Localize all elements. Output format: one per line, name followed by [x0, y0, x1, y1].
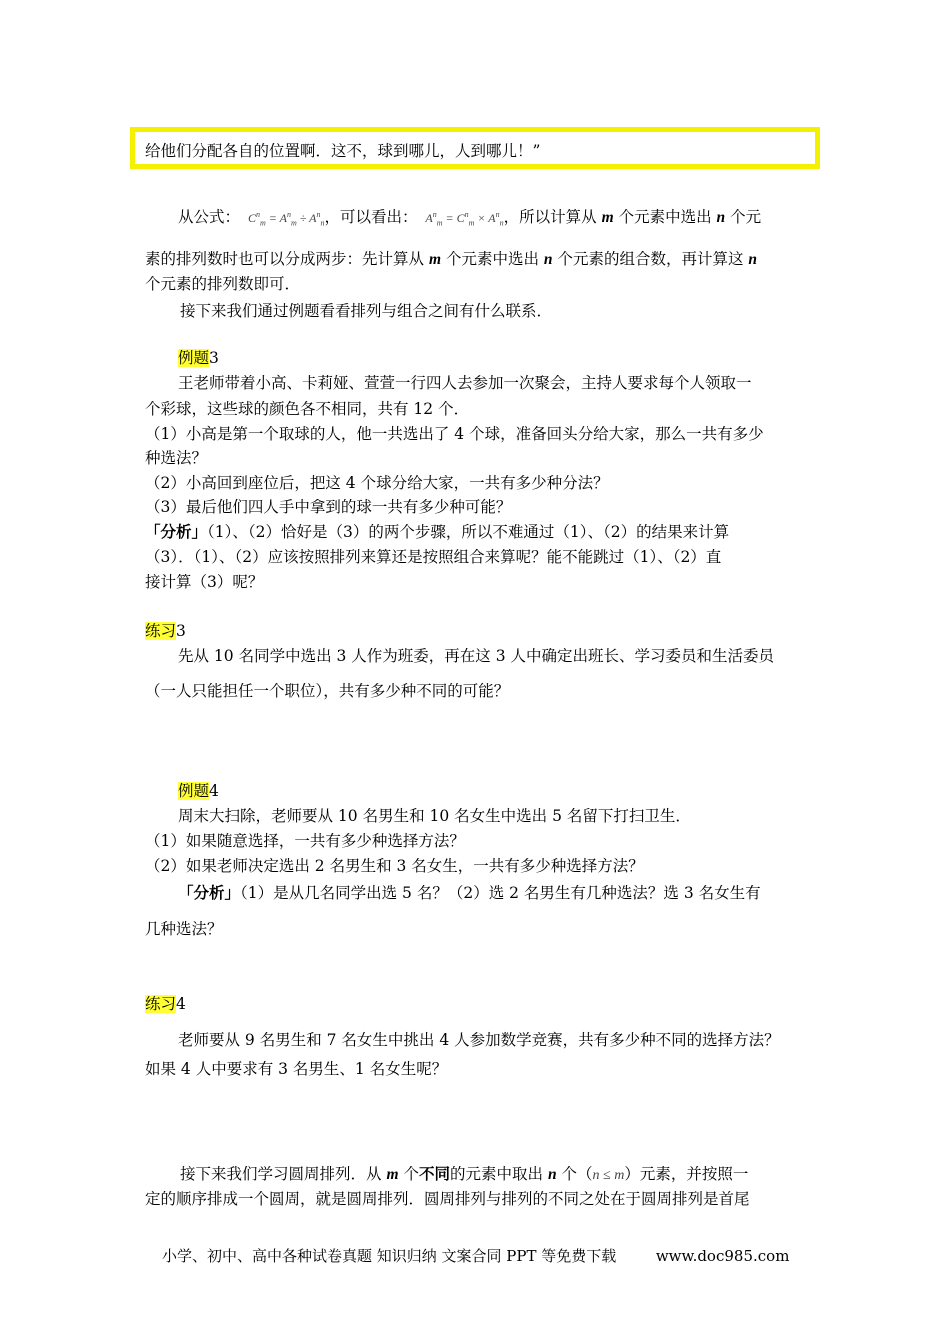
- analysis-label: 「分析」: [178, 883, 241, 902]
- formula-c-equals-a-div-a: $C^n_m = A^n_m \div A^n_n$: [244, 210, 325, 228]
- example4-line-1: 周末大扫除，老师要从 10 名男生和 10 名女生中选出 5 名留下打扫卫生．: [178, 807, 691, 825]
- practice4-line-2: 如果 4 人中要求有 3 名男生、1 名女生呢？: [145, 1060, 448, 1078]
- example3-line-1: 王老师带着小高、卡莉娅、萱萱一行四人去参加一次聚会，主持人要求每个人领取一: [178, 374, 752, 392]
- example4-line-2: （1）如果随意选择，一共有多少种选择方法？: [145, 832, 465, 850]
- emphasis-different: 不同: [418, 1164, 450, 1183]
- formula-line-1: 从公式： $C^n_m = A^n_m \div A^n_n$，可以看出： $A^n_m = C^n_m \times A^n_n$，所以计算从 m 个元素中选出 n 个元: [178, 208, 762, 228]
- formula-a-equals-c-times-a: $A^n_m = C^n_m \times A^n_n$: [422, 210, 504, 228]
- example-label: 例题: [178, 349, 210, 367]
- practice-label: 练习: [145, 995, 177, 1013]
- example-label: 例题: [178, 782, 210, 800]
- analysis-label: 「分析」: [145, 522, 208, 541]
- example4-line-3: （2）如果老师决定选出 2 名男生和 3 名女生，一共有多少种选择方法？: [145, 857, 644, 875]
- example3-analysis-3: 接计算（3）呢？: [145, 573, 264, 591]
- practice3-line-1: 先从 10 名同学中选出 3 人作为班委，再在这 3 人中确定出班长、学习委员和生活委员: [178, 647, 775, 665]
- example3-line-3: （1）小高是第一个取球的人，他一共选出了 4 个球，准备回头分给大家，那么一共有多少: [145, 425, 764, 443]
- condition-n-le-m: n ≤ m: [592, 1168, 625, 1183]
- practice3-line-2: （一人只能担任一个职位），共有多少种不同的可能？: [145, 682, 510, 700]
- circular-line-2: 定的顺序排成一个圆周，就是圆周排列．圆周排列与排列的不同之处在于圆周排列是首尾: [145, 1190, 750, 1208]
- intro-line: 接下来我们通过例题看看排列与组合之间有什么联系．: [180, 302, 553, 320]
- var-m: m: [601, 209, 614, 226]
- practice-label: 练习: [145, 622, 177, 640]
- footer: [162, 1245, 789, 1267]
- practice3-heading: 练习3: [145, 622, 186, 640]
- footer-text: 小学、初中、高中各种试卷真题 知识归纳 文案合同 PPT 等免费下载: [162, 1247, 617, 1265]
- example4-analysis-2: 几种选法？: [145, 920, 223, 938]
- example3-line-2: 个彩球，这些球的颜色各不相同，共有 12 个．: [145, 400, 470, 418]
- example4-heading: 例题4: [178, 782, 219, 800]
- footer-url[interactable]: www.doc985.com: [655, 1247, 790, 1265]
- example3-analysis-2: （3）．（1）、（2）应该按照排列来算还是按照组合来算呢？能不能跳过（1）、（2）直: [145, 548, 722, 566]
- formula-line-3: 个元素的排列数即可．: [145, 275, 301, 293]
- example3-heading: 例题3: [178, 349, 219, 367]
- var-n: n: [716, 209, 726, 226]
- formula-line-2: 素的排列数时也可以分成两步：先计算从 m 个元素中选出 n 个元素的组合数，再计算这 n: [145, 250, 758, 268]
- example3-line-4: 种选法？: [145, 449, 208, 467]
- practice4-line-1: 老师要从 9 名男生和 7 名女生中挑出 4 人参加数学竞赛，共有多少种不同的选择方法？: [178, 1031, 780, 1049]
- quote-text: 给他们分配各自的位置啊．这不，球到哪儿，人到哪儿！”: [145, 142, 541, 160]
- example3-line-5: （2）小高回到座位后，把这 4 个球分给大家，一共有多少种分法？: [145, 474, 609, 492]
- example3-line-6: （3）最后他们四人手中拿到的球一共有多少种可能？: [145, 498, 512, 516]
- circular-line-1: 接下来我们学习圆周排列．从 m 个不同的元素中取出 n 个（n ≤ m）元素，并按照一: [180, 1164, 749, 1183]
- practice4-heading: 练习4: [145, 995, 186, 1013]
- example4-analysis-1: 「分析」（1）是从几名同学出选 5 名？（2）选 2 名男生有几种选法？选 3 名女生有: [178, 883, 761, 902]
- example3-analysis-1: 「分析」（1）、（2）恰好是（3）的两个步骤，所以不难通过（1）、（2）的结果来计算: [145, 522, 730, 541]
- quote-box: [130, 127, 820, 169]
